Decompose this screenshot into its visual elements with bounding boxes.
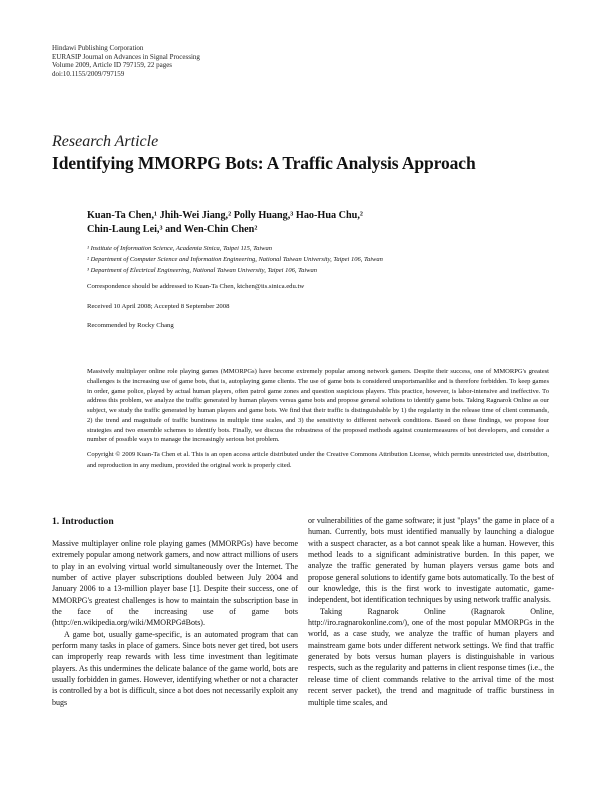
abstract: Massively multiplayer online role playing games (MMORPGs) have become extremely popular among network gamers. Despite their success, one of MMORPG's greatest challenges is the increasing use of game bots, that is, autoplaying game clients. The use of game bots is considered unsportsmanlike and is therefore forbidden. To keep games in order, game police, played by actual human players, often patrol game zones and question suspicious players. This practice, however, is labor-intensive and ineffective. To address this problem, we analyze the traffic generated by human players versus game bots and propose general solutions to identify game bots. Taking Ragnarok Online as our subject, we study the traffic generated by human players and game bots. We find that their traffic is distinguishable by 1) the regularity in the release time of client commands, 2) the trend and magnitude of traffic burstiness in multiple time scales, and 3) the sensitivity to different network conditions. Based on these findings, we propose four strategies and two ensemble schemes to identify bots. Finally, we discuss the robustness of the proposed methods against countermeasures of bot developers, and consider a number of possible ways to manage the increasingly serious bot problem. — [87, 368, 549, 444]
publisher-line: Hindawi Publishing Corporation — [52, 44, 144, 52]
author-list — [87, 209, 363, 237]
article-type: Research Article — [52, 133, 159, 150]
recommended-by: Recommended by Rocky Chang — [87, 322, 174, 329]
right-column — [308, 515, 554, 708]
volume-line: Volume 2009, Article ID 797159, 22 pages — [52, 61, 173, 70]
affiliation-2: ² Department of Computer Science and Information Engineering, National Taiwan University, Taipei 106, Taiwan — [87, 256, 383, 263]
affiliations — [87, 243, 383, 276]
correspondence: Correspondence should be addressed to Kuan-Ta Chen, ktchen@iis.sinica.edu.tw — [87, 283, 305, 290]
intro-paragraph-2: A game bot, usually game-specific, is an automated program that can perform many tasks in place of gamers. Since bots never get tired, bot users can improperly reap rewards with less time investment than legitimate players. As this undermines the delicate balance of the game world, bots are usually forbidden in games. However, identifying whether or not a character is controlled by a bot is difficult, since a bot does not necessarily exploit any bugs — [52, 629, 298, 707]
intro-paragraph-3: or vulnerabilities of the game software; it just "plays" the game in place of a human. Currently, bots must identified manually by launching a dialogue with a suspect character, as a bot cannot speak like a human. However, this method leads to a significant administrative burden. In this paper, we analyze the traffic generated by human players versus game bots and propose general solutions to identify game bots automatically. To the best of our knowledge, this is the first work to investigate automatic, game-independent, bot identification techniques by using network traffic analysis. — [308, 516, 554, 605]
journal-header — [52, 44, 200, 78]
section-heading-introduction: 1. Introduction — [52, 516, 114, 527]
authors-line-2: Chin-Laung Lei,³ and Wen-Chin Chen² — [87, 224, 258, 235]
journal-line: EURASIP Journal on Advances in Signal Processing — [52, 52, 200, 61]
intro-paragraph-1: Massive multiplayer online role playing games (MMORPGs) have become extremely popular among network gamers, and now attract millions of users to play in an evolving virtual world simultaneously over the Internet. The number of active player subscriptions doubled between July 2004 and January 2006 to a 13-million player base [1]. Despite their success, one of MMORPG's greatest challenges is how to maintain the subscription base in the face of the increasing use of game bots (http://en.wikipedia.org/wiki/MMORPG#Bots). — [52, 539, 298, 628]
left-column — [52, 538, 298, 708]
intro-paragraph-4: Taking Ragnarok Online (Ragnarok Online, http://iro.ragnarokonline.com/), one of the most popular MMORPGs in the world, as a case study, we analyze the traffic of human players and mainstream game bots under different network settings. We find that traffic generated by bots versus human players is distinguishable in various respects, such as the regularity and patterns in client response times (i.e., the release time of client commands relative to the arrival time of the most recent server packet), the trend and magnitude of traffic burstiness in multiple time scales, and — [308, 606, 554, 707]
affiliation-3: ³ Department of Electrical Engineering, National Taiwan University, Taipei 106, Taiwan — [87, 267, 317, 274]
doi-line: doi:10.1155/2009/797159 — [52, 69, 125, 78]
copyright-notice: Copyright © 2009 Kuan-Ta Chen et al. This is an open access article distributed under the Creative Commons Attribution License, which permits unrestricted use, distribution, and reproduction in any medium, provided the original work is properly cited. — [87, 451, 549, 469]
received-dates: Received 10 April 2008; Accepted 8 September 2008 — [87, 303, 230, 310]
authors-line-1: Kuan-Ta Chen,¹ Jhih-Wei Jiang,² Polly Huang,³ Hao-Hua Chu,² — [87, 210, 363, 221]
paper-title: Identifying MMORPG Bots: A Traffic Analysis Approach — [52, 153, 476, 173]
affiliation-1: ¹ Institute of Information Science, Academia Sinica, Taipei 115, Taiwan — [87, 245, 273, 252]
